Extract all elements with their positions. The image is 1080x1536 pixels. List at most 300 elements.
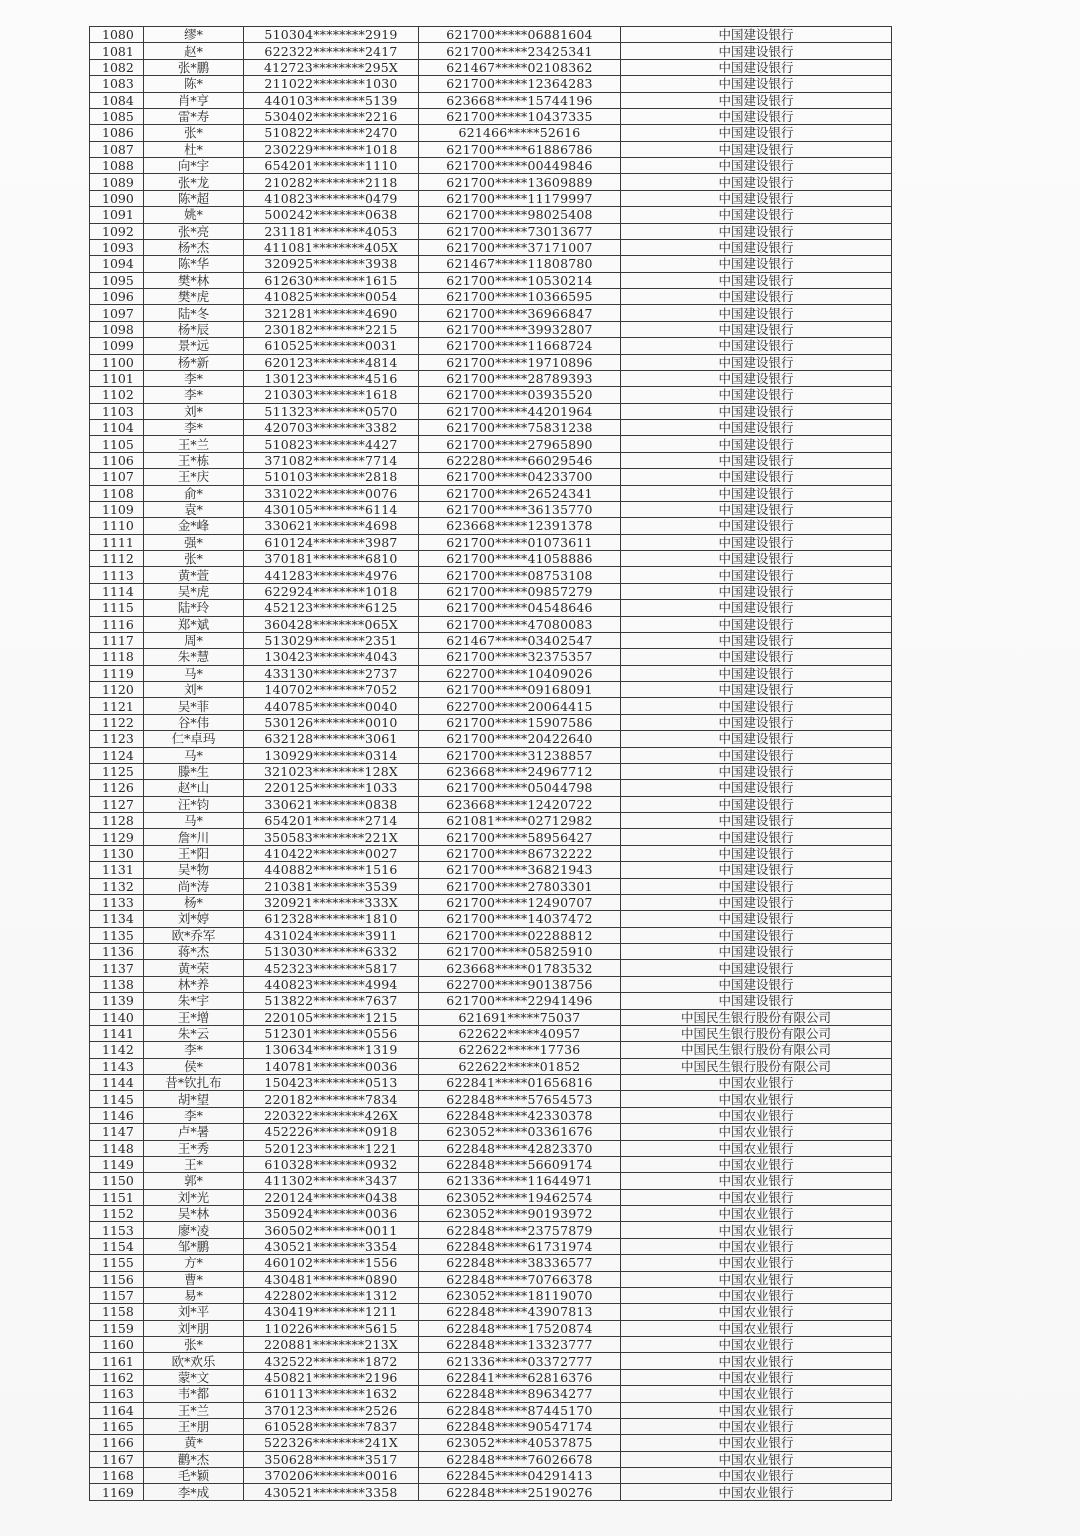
name-cell: 张* bbox=[144, 125, 244, 141]
bank-name-cell: 中国农业银行 bbox=[621, 1124, 892, 1140]
row-number-cell: 1082 bbox=[90, 59, 144, 75]
row-number-cell: 1110 bbox=[90, 518, 144, 534]
id-number-cell: 511323********0570 bbox=[244, 403, 419, 419]
row-number-cell: 1161 bbox=[90, 1353, 144, 1369]
card-number-cell: 622622*****40957 bbox=[419, 1025, 621, 1041]
row-number-cell: 1095 bbox=[90, 272, 144, 288]
card-number-cell: 622280*****66029546 bbox=[419, 452, 621, 468]
table-row bbox=[90, 878, 892, 894]
table-row bbox=[90, 289, 892, 305]
bank-name-cell: 中国建设银行 bbox=[621, 567, 892, 583]
id-number-cell: 512301********0556 bbox=[244, 1025, 419, 1041]
name-cell: 滕*生 bbox=[144, 763, 244, 779]
table-row bbox=[90, 190, 892, 206]
card-number-cell: 621700*****00449846 bbox=[419, 158, 621, 174]
bank-name-cell: 中国建设银行 bbox=[621, 583, 892, 599]
bank-name-cell: 中国民生银行股份有限公司 bbox=[621, 1025, 892, 1041]
card-number-cell: 621467*****11808780 bbox=[419, 256, 621, 272]
table-row bbox=[90, 518, 892, 534]
card-number-cell: 621700*****36135770 bbox=[419, 501, 621, 517]
card-number-cell: 621700*****05044798 bbox=[419, 780, 621, 796]
bank-name-cell: 中国农业银行 bbox=[621, 1369, 892, 1385]
card-number-cell: 621700*****03935520 bbox=[419, 387, 621, 403]
table-row bbox=[90, 993, 892, 1009]
card-number-cell: 621467*****02108362 bbox=[419, 59, 621, 75]
table-row bbox=[90, 420, 892, 436]
card-number-cell: 621700*****04233700 bbox=[419, 469, 621, 485]
row-number-cell: 1132 bbox=[90, 878, 144, 894]
bank-name-cell: 中国建设银行 bbox=[621, 845, 892, 861]
card-number-cell: 621700*****61886786 bbox=[419, 141, 621, 157]
name-cell: 蒙*文 bbox=[144, 1369, 244, 1385]
name-cell: 杨*杰 bbox=[144, 239, 244, 255]
id-number-cell: 220125********1033 bbox=[244, 780, 419, 796]
id-number-cell: 632128********3061 bbox=[244, 731, 419, 747]
card-number-cell: 622622*****17736 bbox=[419, 1042, 621, 1058]
id-number-cell: 412723********295X bbox=[244, 59, 419, 75]
bank-name-cell: 中国民生银行股份有限公司 bbox=[621, 1058, 892, 1074]
name-cell: 易* bbox=[144, 1287, 244, 1303]
table-row bbox=[90, 76, 892, 92]
row-number-cell: 1163 bbox=[90, 1386, 144, 1402]
row-number-cell: 1087 bbox=[90, 141, 144, 157]
table-row bbox=[90, 1009, 892, 1025]
id-number-cell: 130123********4516 bbox=[244, 370, 419, 386]
table-row bbox=[90, 485, 892, 501]
bank-name-cell: 中国农业银行 bbox=[621, 1189, 892, 1205]
id-number-cell: 440823********4994 bbox=[244, 976, 419, 992]
table-row bbox=[90, 1058, 892, 1074]
card-number-cell: 622848*****42330378 bbox=[419, 1107, 621, 1123]
card-number-cell: 621700*****32375357 bbox=[419, 649, 621, 665]
table-row bbox=[90, 763, 892, 779]
row-number-cell: 1130 bbox=[90, 845, 144, 861]
name-cell: 邹*鹏 bbox=[144, 1238, 244, 1254]
name-cell: 杨*辰 bbox=[144, 321, 244, 337]
bank-name-cell: 中国建设银行 bbox=[621, 43, 892, 59]
name-cell: 袁* bbox=[144, 501, 244, 517]
bank-name-cell: 中国建设银行 bbox=[621, 813, 892, 829]
card-number-cell: 622848*****38336577 bbox=[419, 1255, 621, 1271]
name-cell: 杜* bbox=[144, 141, 244, 157]
name-cell: 欧*乔军 bbox=[144, 927, 244, 943]
id-number-cell: 452226********0918 bbox=[244, 1124, 419, 1140]
table-row bbox=[90, 1189, 892, 1205]
card-number-cell: 621700*****19710896 bbox=[419, 354, 621, 370]
name-cell: 强* bbox=[144, 534, 244, 550]
id-number-cell: 371082********7714 bbox=[244, 452, 419, 468]
card-number-cell: 621700*****75831238 bbox=[419, 420, 621, 436]
row-number-cell: 1151 bbox=[90, 1189, 144, 1205]
row-number-cell: 1109 bbox=[90, 501, 144, 517]
name-cell: 韦*都 bbox=[144, 1386, 244, 1402]
name-cell: 陈* bbox=[144, 76, 244, 92]
table-row bbox=[90, 174, 892, 190]
id-number-cell: 320921********333X bbox=[244, 894, 419, 910]
card-number-cell: 621691*****75037 bbox=[419, 1009, 621, 1025]
row-number-cell: 1124 bbox=[90, 747, 144, 763]
row-number-cell: 1137 bbox=[90, 960, 144, 976]
id-number-cell: 513030********6332 bbox=[244, 944, 419, 960]
id-number-cell: 321281********4690 bbox=[244, 305, 419, 321]
card-number-cell: 621700*****14037472 bbox=[419, 911, 621, 927]
row-number-cell: 1138 bbox=[90, 976, 144, 992]
bank-name-cell: 中国建设银行 bbox=[621, 158, 892, 174]
table-row bbox=[90, 1402, 892, 1418]
card-number-cell: 621700*****86732222 bbox=[419, 845, 621, 861]
table-row bbox=[90, 452, 892, 468]
name-cell: 樊*虎 bbox=[144, 289, 244, 305]
row-number-cell: 1126 bbox=[90, 780, 144, 796]
name-cell: 朱*宇 bbox=[144, 993, 244, 1009]
bank-name-cell: 中国建设银行 bbox=[621, 59, 892, 75]
table-row bbox=[90, 1271, 892, 1287]
card-number-cell: 621700*****47080083 bbox=[419, 616, 621, 632]
id-number-cell: 430521********3358 bbox=[244, 1484, 419, 1500]
name-cell: 刘*平 bbox=[144, 1304, 244, 1320]
bank-name-cell: 中国建设银行 bbox=[621, 534, 892, 550]
bank-name-cell: 中国农业银行 bbox=[621, 1468, 892, 1484]
id-number-cell: 654201********2714 bbox=[244, 813, 419, 829]
card-number-cell: 623668*****12420722 bbox=[419, 796, 621, 812]
id-number-cell: 140781********0036 bbox=[244, 1058, 419, 1074]
id-number-cell: 370206********0016 bbox=[244, 1468, 419, 1484]
table-row bbox=[90, 338, 892, 354]
table-row bbox=[90, 1091, 892, 1107]
row-number-cell: 1149 bbox=[90, 1156, 144, 1172]
id-number-cell: 140702********7052 bbox=[244, 682, 419, 698]
name-cell: 黄* bbox=[144, 1435, 244, 1451]
table-row bbox=[90, 829, 892, 845]
id-number-cell: 450821********2196 bbox=[244, 1369, 419, 1385]
id-number-cell: 432522********1872 bbox=[244, 1353, 419, 1369]
id-number-cell: 210282********2118 bbox=[244, 174, 419, 190]
row-number-cell: 1131 bbox=[90, 862, 144, 878]
id-number-cell: 520123********1221 bbox=[244, 1140, 419, 1156]
table-row bbox=[90, 1238, 892, 1254]
bank-name-cell: 中国建设银行 bbox=[621, 698, 892, 714]
id-number-cell: 513029********2351 bbox=[244, 632, 419, 648]
card-number-cell: 623668*****12391378 bbox=[419, 518, 621, 534]
bank-name-cell: 中国农业银行 bbox=[621, 1075, 892, 1091]
id-number-cell: 411081********405X bbox=[244, 239, 419, 255]
id-number-cell: 452323********5817 bbox=[244, 960, 419, 976]
name-cell: 谷*伟 bbox=[144, 714, 244, 730]
table-row bbox=[90, 403, 892, 419]
bank-name-cell: 中国农业银行 bbox=[621, 1451, 892, 1467]
card-number-cell: 621700*****28789393 bbox=[419, 370, 621, 386]
row-number-cell: 1145 bbox=[90, 1091, 144, 1107]
table-row bbox=[90, 1075, 892, 1091]
id-number-cell: 220322********426X bbox=[244, 1107, 419, 1123]
id-number-cell: 500242********0638 bbox=[244, 207, 419, 223]
row-number-cell: 1150 bbox=[90, 1173, 144, 1189]
name-cell: 黄*萱 bbox=[144, 567, 244, 583]
name-cell: 刘*光 bbox=[144, 1189, 244, 1205]
name-cell: 吴*虎 bbox=[144, 583, 244, 599]
row-number-cell: 1117 bbox=[90, 632, 144, 648]
card-number-cell: 621336*****03372777 bbox=[419, 1353, 621, 1369]
name-cell: 赵* bbox=[144, 43, 244, 59]
id-number-cell: 440882********1516 bbox=[244, 862, 419, 878]
bank-name-cell: 中国建设银行 bbox=[621, 780, 892, 796]
name-cell: 杨* bbox=[144, 894, 244, 910]
card-number-cell: 621700*****44201964 bbox=[419, 403, 621, 419]
row-number-cell: 1115 bbox=[90, 600, 144, 616]
bank-name-cell: 中国农业银行 bbox=[621, 1238, 892, 1254]
name-cell: 李*成 bbox=[144, 1484, 244, 1500]
table-row bbox=[90, 632, 892, 648]
bank-name-cell: 中国建设银行 bbox=[621, 108, 892, 124]
id-number-cell: 612630********1615 bbox=[244, 272, 419, 288]
name-cell: 胡*望 bbox=[144, 1091, 244, 1107]
card-number-cell: 621700*****36821943 bbox=[419, 862, 621, 878]
id-number-cell: 441283********4976 bbox=[244, 567, 419, 583]
table-row bbox=[90, 207, 892, 223]
bank-name-cell: 中国建设银行 bbox=[621, 665, 892, 681]
name-cell: 王*兰 bbox=[144, 1402, 244, 1418]
row-number-cell: 1148 bbox=[90, 1140, 144, 1156]
bank-name-cell: 中国农业银行 bbox=[621, 1320, 892, 1336]
name-cell: 王*栋 bbox=[144, 452, 244, 468]
id-number-cell: 612328********1810 bbox=[244, 911, 419, 927]
bank-name-cell: 中国建设银行 bbox=[621, 632, 892, 648]
name-cell: 吴*物 bbox=[144, 862, 244, 878]
table-row bbox=[90, 272, 892, 288]
table-row bbox=[90, 551, 892, 567]
name-cell: 陆*冬 bbox=[144, 305, 244, 321]
row-number-cell: 1158 bbox=[90, 1304, 144, 1320]
table-row bbox=[90, 354, 892, 370]
card-number-cell: 621700*****02288812 bbox=[419, 927, 621, 943]
id-number-cell: 610528********7837 bbox=[244, 1418, 419, 1434]
bank-name-cell: 中国建设银行 bbox=[621, 714, 892, 730]
card-number-cell: 621700*****15907586 bbox=[419, 714, 621, 730]
bank-name-cell: 中国农业银行 bbox=[621, 1173, 892, 1189]
row-number-cell: 1141 bbox=[90, 1025, 144, 1041]
table-row bbox=[90, 1353, 892, 1369]
bank-name-cell: 中国农业银行 bbox=[621, 1484, 892, 1500]
bank-name-cell: 中国建设银行 bbox=[621, 616, 892, 632]
id-number-cell: 440103********5139 bbox=[244, 92, 419, 108]
id-number-cell: 211022********1030 bbox=[244, 76, 419, 92]
card-number-cell: 622848*****17520874 bbox=[419, 1320, 621, 1336]
id-number-cell: 513822********7637 bbox=[244, 993, 419, 1009]
table-row bbox=[90, 1206, 892, 1222]
card-number-cell: 621081*****02712982 bbox=[419, 813, 621, 829]
table-row bbox=[90, 649, 892, 665]
row-number-cell: 1084 bbox=[90, 92, 144, 108]
name-cell: 吴*菲 bbox=[144, 698, 244, 714]
bank-name-cell: 中国建设银行 bbox=[621, 862, 892, 878]
bank-name-cell: 中国建设银行 bbox=[621, 927, 892, 943]
row-number-cell: 1136 bbox=[90, 944, 144, 960]
row-number-cell: 1114 bbox=[90, 583, 144, 599]
bank-name-cell: 中国建设银行 bbox=[621, 321, 892, 337]
name-cell: 王*秀 bbox=[144, 1140, 244, 1156]
name-cell: 马* bbox=[144, 665, 244, 681]
id-number-cell: 422802********1312 bbox=[244, 1287, 419, 1303]
name-cell: 周* bbox=[144, 632, 244, 648]
table-row bbox=[90, 321, 892, 337]
card-number-cell: 621700*****20422640 bbox=[419, 731, 621, 747]
card-number-cell: 621700*****22941496 bbox=[419, 993, 621, 1009]
bank-name-cell: 中国建设银行 bbox=[621, 174, 892, 190]
name-cell: 俞* bbox=[144, 485, 244, 501]
table-row bbox=[90, 1222, 892, 1238]
name-cell: 汪*钧 bbox=[144, 796, 244, 812]
name-cell: 李* bbox=[144, 370, 244, 386]
row-number-cell: 1091 bbox=[90, 207, 144, 223]
bank-name-cell: 中国建设银行 bbox=[621, 354, 892, 370]
row-number-cell: 1083 bbox=[90, 76, 144, 92]
card-number-cell: 622700*****20064415 bbox=[419, 698, 621, 714]
bank-name-cell: 中国建设银行 bbox=[621, 452, 892, 468]
bank-name-cell: 中国建设银行 bbox=[621, 403, 892, 419]
name-cell: 昔*钦扎布 bbox=[144, 1075, 244, 1091]
card-number-cell: 621700*****09168091 bbox=[419, 682, 621, 698]
table-row bbox=[90, 370, 892, 386]
card-number-cell: 622848*****23757879 bbox=[419, 1222, 621, 1238]
card-number-cell: 622848*****76026678 bbox=[419, 1451, 621, 1467]
bank-name-cell: 中国建设银行 bbox=[621, 796, 892, 812]
table-row bbox=[90, 1107, 892, 1123]
card-number-cell: 621700*****41058886 bbox=[419, 551, 621, 567]
table-row bbox=[90, 108, 892, 124]
row-number-cell: 1123 bbox=[90, 731, 144, 747]
card-number-cell: 621700*****58956427 bbox=[419, 829, 621, 845]
table-row bbox=[90, 960, 892, 976]
name-cell: 陈*超 bbox=[144, 190, 244, 206]
bank-name-cell: 中国建设银行 bbox=[621, 27, 892, 43]
table-row bbox=[90, 1255, 892, 1271]
row-number-cell: 1125 bbox=[90, 763, 144, 779]
bank-name-cell: 中国建设银行 bbox=[621, 600, 892, 616]
name-cell: 陈*华 bbox=[144, 256, 244, 272]
row-number-cell: 1103 bbox=[90, 403, 144, 419]
table-row bbox=[90, 239, 892, 255]
roster-body bbox=[90, 27, 892, 1501]
table-row bbox=[90, 1418, 892, 1434]
row-number-cell: 1097 bbox=[90, 305, 144, 321]
name-cell: 詹*川 bbox=[144, 829, 244, 845]
table-row bbox=[90, 780, 892, 796]
bank-name-cell: 中国建设银行 bbox=[621, 878, 892, 894]
card-number-cell: 621700*****73013677 bbox=[419, 223, 621, 239]
row-number-cell: 1102 bbox=[90, 387, 144, 403]
row-number-cell: 1168 bbox=[90, 1468, 144, 1484]
row-number-cell: 1111 bbox=[90, 534, 144, 550]
name-cell: 刘*婷 bbox=[144, 911, 244, 927]
bank-name-cell: 中国建设银行 bbox=[621, 436, 892, 452]
card-number-cell: 621700*****06881604 bbox=[419, 27, 621, 43]
id-number-cell: 510103********2818 bbox=[244, 469, 419, 485]
id-number-cell: 510823********4427 bbox=[244, 436, 419, 452]
id-number-cell: 530402********2216 bbox=[244, 108, 419, 124]
bank-name-cell: 中国农业银行 bbox=[621, 1206, 892, 1222]
id-number-cell: 610525********0031 bbox=[244, 338, 419, 354]
name-cell: 朱*慧 bbox=[144, 649, 244, 665]
card-number-cell: 622841*****62816376 bbox=[419, 1369, 621, 1385]
bank-name-cell: 中国农业银行 bbox=[621, 1337, 892, 1353]
id-number-cell: 331022********0076 bbox=[244, 485, 419, 501]
row-number-cell: 1128 bbox=[90, 813, 144, 829]
id-number-cell: 430521********3354 bbox=[244, 1238, 419, 1254]
name-cell: 刘* bbox=[144, 682, 244, 698]
card-number-cell: 621700*****01073611 bbox=[419, 534, 621, 550]
name-cell: 朱*云 bbox=[144, 1025, 244, 1041]
card-number-cell: 623052*****40537875 bbox=[419, 1435, 621, 1451]
card-number-cell: 621700*****08753108 bbox=[419, 567, 621, 583]
row-number-cell: 1113 bbox=[90, 567, 144, 583]
bank-name-cell: 中国农业银行 bbox=[621, 1222, 892, 1238]
id-number-cell: 350924********0036 bbox=[244, 1206, 419, 1222]
table-row bbox=[90, 1337, 892, 1353]
table-row bbox=[90, 944, 892, 960]
id-number-cell: 522326********241X bbox=[244, 1435, 419, 1451]
bank-name-cell: 中国建设银行 bbox=[621, 551, 892, 567]
name-cell: 赵*山 bbox=[144, 780, 244, 796]
row-number-cell: 1112 bbox=[90, 551, 144, 567]
name-cell: 鹳*杰 bbox=[144, 1451, 244, 1467]
row-number-cell: 1122 bbox=[90, 714, 144, 730]
name-cell: 王*增 bbox=[144, 1009, 244, 1025]
id-number-cell: 370181********6810 bbox=[244, 551, 419, 567]
row-number-cell: 1153 bbox=[90, 1222, 144, 1238]
bank-name-cell: 中国农业银行 bbox=[621, 1107, 892, 1123]
table-row bbox=[90, 1386, 892, 1402]
id-number-cell: 220124********0438 bbox=[244, 1189, 419, 1205]
card-number-cell: 622848*****43907813 bbox=[419, 1304, 621, 1320]
row-number-cell: 1129 bbox=[90, 829, 144, 845]
name-cell: 郑*斌 bbox=[144, 616, 244, 632]
row-number-cell: 1140 bbox=[90, 1009, 144, 1025]
name-cell: 刘* bbox=[144, 403, 244, 419]
row-number-cell: 1127 bbox=[90, 796, 144, 812]
row-number-cell: 1092 bbox=[90, 223, 144, 239]
bank-name-cell: 中国农业银行 bbox=[621, 1386, 892, 1402]
row-number-cell: 1133 bbox=[90, 894, 144, 910]
id-number-cell: 460102********1556 bbox=[244, 1255, 419, 1271]
bank-name-cell: 中国农业银行 bbox=[621, 1156, 892, 1172]
table-row bbox=[90, 1369, 892, 1385]
row-number-cell: 1089 bbox=[90, 174, 144, 190]
card-number-cell: 621700*****27965890 bbox=[419, 436, 621, 452]
table-row bbox=[90, 845, 892, 861]
table-row bbox=[90, 682, 892, 698]
row-number-cell: 1162 bbox=[90, 1369, 144, 1385]
table-row bbox=[90, 927, 892, 943]
name-cell: 金*峰 bbox=[144, 518, 244, 534]
bank-name-cell: 中国建设银行 bbox=[621, 305, 892, 321]
name-cell: 马* bbox=[144, 813, 244, 829]
id-number-cell: 350628********3517 bbox=[244, 1451, 419, 1467]
table-row bbox=[90, 1124, 892, 1140]
table-row bbox=[90, 1287, 892, 1303]
bank-name-cell: 中国建设银行 bbox=[621, 420, 892, 436]
bank-name-cell: 中国建设银行 bbox=[621, 469, 892, 485]
row-number-cell: 1101 bbox=[90, 370, 144, 386]
table-row bbox=[90, 616, 892, 632]
bank-name-cell: 中国民生银行股份有限公司 bbox=[621, 1009, 892, 1025]
name-cell: 林*养 bbox=[144, 976, 244, 992]
card-number-cell: 621700*****10530214 bbox=[419, 272, 621, 288]
table-row bbox=[90, 1173, 892, 1189]
id-number-cell: 610124********3987 bbox=[244, 534, 419, 550]
name-cell: 廖*凌 bbox=[144, 1222, 244, 1238]
card-number-cell: 621700*****13609889 bbox=[419, 174, 621, 190]
bank-name-cell: 中国农业银行 bbox=[621, 1353, 892, 1369]
